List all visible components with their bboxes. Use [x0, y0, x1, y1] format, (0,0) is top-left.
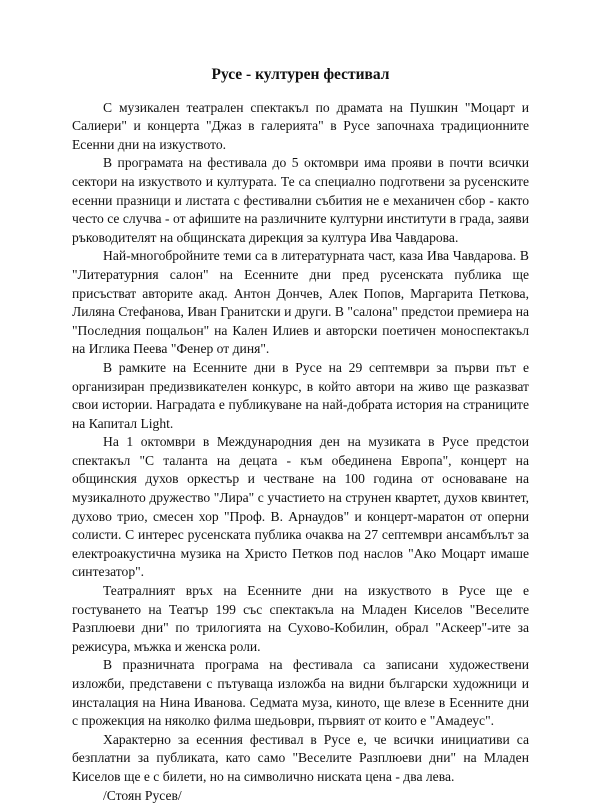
author-signature: /Стоян Русев/ [103, 787, 182, 803]
article-paragraph-8: Характерно за есенния фестивал в Русе е, че всички инициативи са безплатни за публиката, като само "Веселите Разплюеви дни" на Младен Киселов ще е с билети, но на символично ниската цена - два лева. [72, 731, 529, 784]
article-paragraph-3: Най-многобройните теми са в литературната част, каза Ива Чавдарова. В "Литературния салон" на Есенните дни пред русенската публика ще присъстват авторите акад. Антон Дончев, Алек Попов, Маргарита Петкова, Лиляна Стефанова, Иван Гранитски и други. В "салона" предстои премиера на "Последния пощальон" на Кален Илиев и авторски поетичен моноспектакъл на Иглика Пеева "Фенер от диня". [72, 248, 529, 357]
article-paragraph-6: Театралният връх на Есенните дни на изкуството в Русе ще е гостуването на Театър 199 със спектакъла на Младен Киселов "Веселите Разплюеви дни" по трилогията на Сухово-Кобилин, обрал "Аскеер"-ите за режисура, мъжка и женска роли. [72, 583, 529, 654]
article [72, 66, 529, 805]
article-paragraph-5: На 1 октомври в Международния ден на музиката в Русе предстои спектакъл "С таланта на децата - към обединена Европа", концерт на общинския духов оркестър и честване на 100 година от основаване на музикалното дружество "Лира" с участието на струнен квартет, духов квинтет, духово трио, смесен хор "Проф. В. Арнаудов" и концерт-маратон от оперни солисти. С интерес русенската публика очаква на 27 септември ансамбълът за електроакустична музика на Христо Петков под наслов "Ако Моцарт имаше синтезатор". [72, 434, 529, 580]
article-paragraph-1: С музикален театрален спектакъл по драмата на Пушкин "Моцарт и Салиери" и концерта "Джаз в галерията" в Русе започнаха традиционните Есенни дни на изкуството. [72, 99, 529, 152]
article-paragraph-2: В програмата на фестивала до 5 октомври има прояви в почти всички сектори на изкуството и културата. Те са специално подготвени за русенските есенни празници и листата с фестивални събития не е механичен сбор - както често се случва - от афишите на различните културни институти в града, заяви ръководителят на общинската дирекция за култура Ива Чавдарова. [72, 155, 529, 245]
article-paragraph-4: В рамките на Есенните дни в Русе на 29 септември за първи път е организиран предизвикателен конкурс, в който автори на живо ще разказват свои истории. Наградата е публикуване на най-добрата история на страниците на Капитал Light. [72, 359, 529, 431]
article-paragraph-7: В празничната програма на фестивала са записани художествени изложби, представени с пътуваща изложба на видни български художници и инсталация на Нина Иванова. Седмата муза, киното, ще влезе в Есенните дни с прожекция на няколко филма шедьоври, първият от които е "Амадеус". [72, 657, 529, 729]
article-title: Русе - културен фестивал [211, 66, 390, 83]
